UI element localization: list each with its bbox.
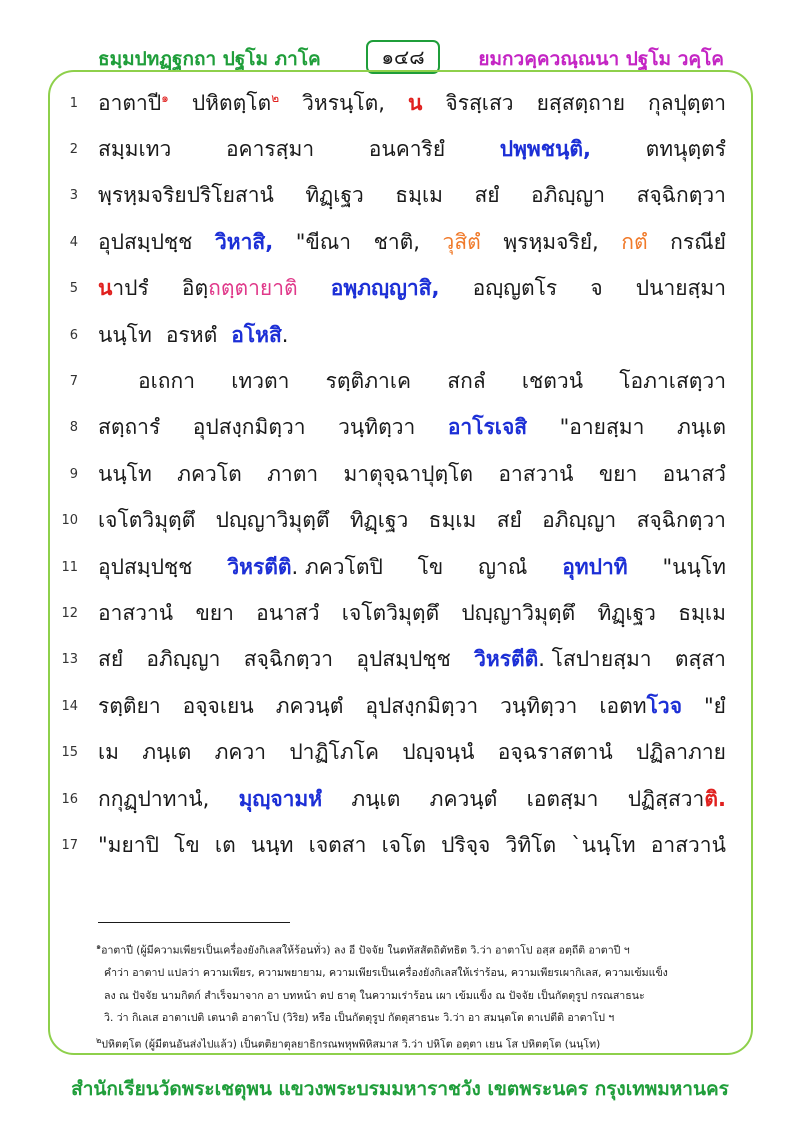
word: อุทปาทิ [562, 554, 628, 579]
word: ตทนุตฺตรํ [645, 137, 726, 162]
footnote-text: ปหิตตฺโต (ผู้มีตนอันส่งไปแล้ว) เป็นตติยาตุลยาธิกรณพหุพพิหิสมาส วิ.ว่า ปหิโต อตฺตา เยน โส ปหิตตฺโต (นนฺโท) [101, 1038, 601, 1051]
text-line [56, 729, 726, 775]
line-text [98, 173, 726, 219]
word-group [98, 458, 152, 491]
word: ตสฺสา [674, 647, 726, 672]
line-text [98, 637, 726, 683]
word-group [374, 226, 420, 259]
text-line [56, 126, 726, 172]
text-line [56, 266, 726, 312]
word: อุปสงฺกมิตฺวา [192, 415, 306, 440]
word: เอตสฺมา [526, 786, 599, 811]
word: รตฺติยา [98, 693, 161, 718]
footnote-line [96, 962, 736, 985]
word: ทิฏฺเฐว [597, 600, 656, 625]
line-text [98, 544, 726, 590]
line-text [98, 80, 726, 126]
word: อนาสวํ [256, 600, 320, 625]
word: อนาสวํ [662, 461, 726, 486]
word-group [216, 504, 330, 537]
word: ปญฺญาวิมุตฺตึ [461, 600, 576, 625]
word-group [166, 319, 217, 352]
word: อุปสมฺปชฺช [98, 554, 193, 579]
word: อาสวานํ [650, 832, 726, 857]
word: วิทิโต [505, 832, 557, 857]
word: วิหรตีติ [474, 647, 539, 672]
word-group [98, 643, 123, 676]
word-group [474, 179, 499, 212]
line-number: 9 [69, 466, 78, 482]
word: อญฺญตโร [472, 276, 558, 301]
word: ภนฺเต [351, 786, 401, 811]
word-group [256, 597, 319, 630]
word-group [637, 179, 726, 212]
footnote-marker: ๑ [161, 90, 169, 105]
word: มุญฺจามหํ [238, 786, 323, 811]
header-left-title: ธมฺมปทฏฺฐกถา ปฐโม ภาโค [98, 48, 321, 70]
word: เต [214, 832, 236, 857]
word-group [351, 783, 400, 816]
word-group [430, 783, 498, 816]
word: เจโตวิมุตฺตึ [341, 600, 440, 625]
text-line [56, 405, 726, 451]
word-group [628, 783, 726, 816]
word: อิตฺ [181, 276, 209, 301]
word: น [408, 90, 423, 115]
word: "มยาปิ [98, 832, 159, 857]
text-line [56, 312, 726, 358]
word: อุปสงฺกมิตฺวา [365, 693, 479, 718]
word-group [350, 504, 409, 537]
line-number: 1 [69, 95, 78, 111]
word-group [98, 272, 149, 305]
word-group [621, 226, 647, 259]
word: สยํ [98, 647, 124, 672]
word: มาตุจฺฉาปุตฺโต [343, 461, 474, 486]
word: สยํ [474, 183, 500, 208]
word: สตฺถารํ [98, 415, 161, 440]
word-group [98, 179, 274, 212]
word: ติ. [704, 786, 726, 811]
word: ชาติ, [373, 229, 420, 254]
word: อเถกา [138, 369, 196, 394]
word: ธมฺเม [678, 600, 726, 625]
text-lines [56, 80, 726, 869]
line-number: 4 [69, 234, 78, 250]
word-group [331, 272, 440, 305]
word: อรหตํ [165, 322, 218, 347]
word-group [473, 272, 558, 305]
word-group [527, 783, 599, 816]
word-group [98, 226, 192, 259]
word: สกลํ [447, 369, 486, 394]
line-number: 17 [61, 837, 78, 853]
word-group [498, 458, 573, 491]
line-text [98, 776, 726, 822]
word-group [590, 272, 602, 305]
word-group [227, 551, 382, 584]
word: อคารสฺมา [225, 137, 315, 162]
word: เจโตวิมุตฺตึ [98, 508, 196, 533]
word-group [276, 690, 344, 723]
text-line [56, 358, 726, 404]
footnote-line [96, 1007, 736, 1030]
word: อุปสมฺปชฺช [98, 229, 193, 254]
word: พฺรหฺมจริยํ, [503, 229, 599, 254]
word-group [599, 690, 682, 723]
word-group [98, 829, 159, 862]
word: ปริจฺจ [441, 832, 491, 857]
line-number: 5 [69, 281, 78, 297]
word-group [651, 829, 726, 862]
word-group [231, 319, 288, 352]
text-line [56, 498, 726, 544]
word: "นนฺโท [662, 554, 726, 579]
word-group [302, 87, 385, 120]
word-group [142, 736, 191, 769]
word: ขยา [598, 461, 638, 486]
word-group [571, 829, 635, 862]
word: เจโต [381, 832, 426, 857]
word: เชตวนํ [521, 369, 584, 394]
word-group [98, 597, 173, 630]
word: พฺรหฺมจริยปริโยสานํ [98, 183, 274, 208]
word: . [281, 322, 289, 347]
line-text [98, 312, 726, 358]
word-group [231, 365, 289, 398]
word: กุลปุตฺตา [648, 90, 726, 115]
line-number: 10 [61, 513, 78, 529]
word-group [445, 87, 513, 120]
footnote-rule [98, 922, 290, 923]
line-number: 14 [61, 698, 78, 714]
word-group [619, 365, 726, 398]
word: "ยํ [704, 693, 726, 718]
word: กตํ [621, 229, 648, 254]
word: ธมฺเม [428, 508, 477, 533]
line-number: 6 [69, 327, 78, 343]
word-group [648, 87, 726, 120]
word: "อายสฺมา [559, 415, 645, 440]
footnote-number: ๑ [96, 942, 102, 951]
text-line [56, 590, 726, 636]
word: อจฺฉราสตานํ [497, 740, 613, 765]
word: นนฺโท [98, 322, 152, 347]
word: กกุฏฺปาทานํ, [98, 786, 210, 811]
word: ถตฺตายาติ [208, 276, 298, 301]
word-group [215, 226, 273, 259]
word-group [443, 226, 481, 259]
word-group [506, 829, 557, 862]
word: อุปสมฺปชฺช [356, 647, 451, 672]
word-group [98, 736, 119, 769]
word-group [497, 504, 522, 537]
line-text [98, 126, 726, 172]
word-group [670, 226, 726, 259]
word-group [369, 133, 445, 166]
word: ภควโต [177, 461, 242, 486]
word-group [675, 643, 726, 676]
word-group [338, 411, 415, 444]
line-text [98, 498, 726, 544]
word-group [98, 551, 192, 584]
word: ปพฺพชนฺติ, [499, 137, 591, 162]
word: ปนายสฺมา [635, 276, 726, 301]
word-group [500, 133, 591, 166]
word: สจฺฉิกตฺวา [243, 647, 334, 672]
word: วนฺทิตฺวา [338, 415, 416, 440]
word: ธมฺเม [395, 183, 443, 208]
word-group [408, 87, 422, 120]
line-number: 12 [61, 605, 78, 621]
word-group [215, 829, 236, 862]
footnote-number: ๒ [96, 1035, 102, 1045]
word-group [498, 736, 613, 769]
word: "ขีณา [295, 229, 352, 254]
word-group [138, 365, 195, 398]
word: อโหสิ [231, 322, 282, 347]
footnote-text: อาตาปี (ผู้มีความเพียรเป็นเครื่องยังกิเลสให้ร้อนทั่ว) ลง อี ปัจจัย ในตทัสสัตถิตัทธิต วิ.ว่า อาตาโป อสฺส อตฺถีติ อาตาปี ฯ [101, 944, 630, 957]
footnote-text: คำว่า อาตาป แปลว่า ความเพียร, ความพยายาม, ความเพียรเป็นเครื่องยังกิเลสให้เร่าร้อน, ความเพียรเผากิเลส, ความเข้มแข็ง [104, 967, 668, 980]
word: โวจ [646, 693, 683, 718]
word-group [704, 690, 726, 723]
word: เอตท [599, 693, 647, 718]
word-group [448, 411, 527, 444]
word-group [562, 551, 627, 584]
word: สจฺฉิกตฺวา [636, 183, 726, 208]
line-number: 13 [61, 652, 78, 668]
word: โอภาเสตฺวา [619, 369, 726, 394]
word-group [305, 179, 364, 212]
word-group [309, 829, 367, 862]
word: ทิฏฺเฐว [305, 183, 364, 208]
word: อพฺภญฺญาสิ, [330, 276, 440, 301]
word-group [326, 365, 411, 398]
word: สยํ [496, 508, 522, 533]
word-group [500, 690, 577, 723]
word: อภิญฺญา [542, 508, 617, 533]
word-group [429, 504, 477, 537]
footnote-text: วิ. ว่า กิเลเส อาตาเปติ เตนาติ อาตาโป (วิริย) หรือ เป็นกัตตุรูป กัตตุสาธนะ วิ.ว่า อา สมนฺตโต ตาเปตีติ อาตาโป ฯ [104, 1012, 615, 1025]
word-group [662, 551, 726, 584]
word-group [193, 411, 306, 444]
word: ภนฺเต [142, 740, 192, 765]
page-number-box: ๑๔๘ [366, 40, 440, 74]
word: เทวตา [231, 369, 290, 394]
word: น [98, 276, 113, 301]
word-group [177, 458, 242, 491]
line-number: 15 [61, 745, 78, 761]
word-group [678, 597, 726, 630]
line-text [98, 266, 726, 312]
word: ปฏิลาภาย [635, 740, 726, 765]
word: โข [417, 554, 444, 579]
word-group [192, 87, 279, 120]
word: อนคาริยํ [368, 137, 446, 162]
word-group [636, 272, 726, 305]
word: าปรํ [112, 276, 149, 301]
word: วิหรนฺโต, [302, 90, 385, 115]
word-group [98, 690, 161, 723]
text-line [56, 683, 726, 729]
footnotes [96, 936, 736, 1056]
word: ภควนฺตํ [275, 693, 344, 718]
word-group [146, 643, 220, 676]
word: จิรสฺเสว [445, 90, 514, 115]
footer-text: สำนักเรียนวัดพระเชตุพน แขวงพระบรมมหาราชวัง เขตพระนคร กรุงเทพมหานคร [71, 1078, 729, 1100]
word-group [98, 133, 171, 166]
word: ปหิตตฺโต [191, 90, 272, 115]
text-line [56, 80, 726, 126]
word-group [98, 87, 169, 120]
word-group [560, 411, 645, 444]
word: วิหาสิ, [215, 229, 274, 254]
word-group [663, 458, 726, 491]
word-group [599, 458, 637, 491]
word-group [382, 829, 426, 862]
word: อาสวานํ [98, 600, 174, 625]
word: วนฺทิตฺวา [500, 693, 578, 718]
word: วิหรตีติ [227, 554, 292, 579]
word-group [677, 411, 726, 444]
word: สจฺฉิกตฺวา [636, 508, 726, 533]
word: อภิญฺญา [531, 183, 606, 208]
line-number: 3 [69, 188, 78, 204]
word-group [98, 783, 209, 816]
word-group [597, 597, 656, 630]
line-number: 16 [61, 791, 78, 807]
word: นนฺโท [98, 461, 152, 486]
word-group [402, 736, 474, 769]
word-group [461, 597, 575, 630]
text-line [56, 822, 726, 868]
word: ยสฺสตฺถาย [536, 90, 625, 115]
word: อาสวานํ [498, 461, 574, 486]
word-group [98, 319, 152, 352]
word-group [289, 736, 379, 769]
word: วุสิตํ [442, 229, 481, 254]
word: อาโรเจสิ [447, 415, 528, 440]
word: อภิญฺญา [146, 647, 221, 672]
word-group [182, 272, 298, 305]
footnote-marker: ๒ [271, 90, 280, 105]
word-group [296, 226, 351, 259]
line-text [98, 822, 726, 868]
word: ญาณํ [478, 554, 528, 579]
word: อจฺจเยน [182, 693, 254, 718]
word-group [637, 504, 726, 537]
word-group [447, 365, 485, 398]
word: สมฺมเทว [98, 137, 172, 162]
footnote-line [96, 985, 736, 1008]
line-text [98, 451, 726, 497]
word-group [503, 226, 598, 259]
line-text [98, 590, 726, 636]
line-number: 7 [69, 374, 78, 390]
word-group [343, 458, 473, 491]
line-number: 11 [61, 559, 78, 575]
word-group [418, 551, 444, 584]
word: จ [590, 276, 603, 301]
word-group [98, 504, 195, 537]
word-group [342, 597, 439, 630]
word: . ภควโตปิ [291, 554, 383, 579]
word-group [174, 829, 200, 862]
footnote-line [96, 1030, 736, 1056]
word: ภควา [214, 740, 267, 765]
header-right-title: ยมกวคฺควณฺณนา ปฐโม วคฺโค [478, 48, 724, 70]
word: ปาฏิโภโค [289, 740, 379, 765]
line-text [98, 729, 726, 775]
word-group [537, 87, 625, 120]
word: ภนฺเต [676, 415, 726, 440]
word-group [195, 597, 233, 630]
word: เจตสา [308, 832, 367, 857]
word: . โสปายสฺมา [538, 647, 652, 672]
word-group [251, 829, 294, 862]
word-group [531, 179, 605, 212]
line-text [98, 358, 726, 404]
word: อาตาปี [98, 90, 162, 115]
word-group [356, 643, 450, 676]
word-group [226, 133, 314, 166]
word: ขยา [195, 600, 234, 625]
word-group [98, 411, 160, 444]
word-group [395, 179, 443, 212]
word-group [474, 643, 652, 676]
word-group [646, 133, 726, 166]
word-group [478, 551, 527, 584]
footnote-text: ลง ณ ปัจจัย นามกิตก์ สำเร็จมาจาก อา บทหน้า ตป ธาตุ ในความเร่าร้อน เผา เข้มแข็ง ณ ปัจจัย เป็นกัตตุรูป กรณสาธนะ [104, 989, 645, 1002]
word: กรณียํ [670, 229, 726, 254]
word: โข [174, 832, 200, 857]
word-group [522, 365, 583, 398]
word: รตฺติภาเค [325, 369, 412, 394]
footnote-line [96, 936, 736, 962]
word-group [636, 736, 726, 769]
text-line [56, 219, 726, 265]
line-number: 2 [69, 142, 78, 158]
word: `นนฺโท [571, 832, 636, 857]
line-text [98, 683, 726, 729]
word-group [441, 829, 490, 862]
text-line [56, 544, 726, 590]
word: นนฺท [250, 832, 294, 857]
word-group [215, 736, 266, 769]
line-text [98, 219, 726, 265]
text-line [56, 637, 726, 683]
word: เม [98, 740, 120, 765]
text-line [56, 776, 726, 822]
word-group [183, 690, 254, 723]
text-line [56, 173, 726, 219]
word-group [365, 690, 478, 723]
word: ภควนฺตํ [429, 786, 498, 811]
word: ปฏิสฺสวา [627, 786, 705, 811]
word-group [244, 643, 333, 676]
word: ภาตา [267, 461, 319, 486]
line-text [98, 405, 726, 451]
line-number: 8 [69, 420, 78, 436]
word-group [267, 458, 318, 491]
word-group [542, 504, 616, 537]
word: ปญฺจนฺนํ [402, 740, 475, 765]
word: ปญฺญาวิมุตฺตึ [215, 508, 330, 533]
text-line [56, 451, 726, 497]
word-group [239, 783, 323, 816]
word: ทิฏฺเฐว [349, 508, 409, 533]
